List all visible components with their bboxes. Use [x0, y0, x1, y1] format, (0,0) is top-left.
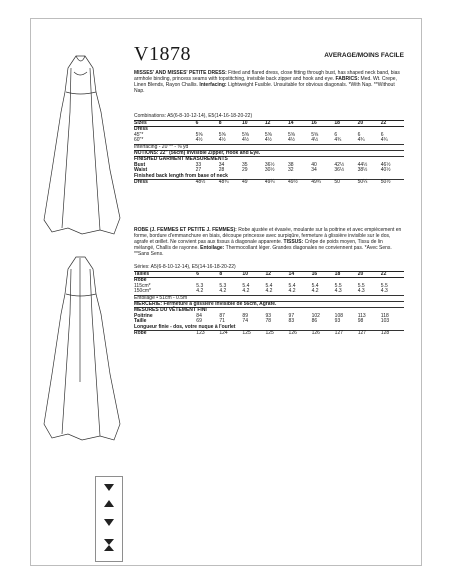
measure-cell: 38 [288, 161, 294, 168]
measure-cell: 108 [334, 312, 344, 319]
yardage-cell: 5.3 [196, 282, 204, 289]
yardage-cell: 4½ [195, 137, 203, 144]
measure-cell: 30½ [264, 167, 275, 174]
description-body: Robe ajustée et évasée, moulante sur la poitrine et avec empiècement en forme, bordure d'emmanchure en biais, découpe princesse avec surpiqûre, fermeture à glissière invisible sur le dos, agrafe et œillet. Ne convient pas aux tissus à diagonale apparente. [134, 227, 402, 245]
footnote: *Avec Sens. **Sans Sens. [134, 245, 392, 257]
yardage-cell: 6 [357, 131, 361, 138]
dress-label: Robe [134, 277, 147, 284]
length-cell: 128 [381, 331, 404, 337]
size-cell: 22 [381, 121, 404, 127]
combinations-fr: Séries: A5(6-8-10-12-14), E5(14-16-18-20-22) [134, 264, 236, 270]
yardage-cell: 5.5 [380, 282, 388, 289]
dress-length-label: Robe [134, 331, 196, 337]
measure-cell: 40 [311, 161, 317, 168]
measure-cell: 36½ [334, 167, 345, 174]
measure-label: Poitrine [134, 312, 153, 319]
length-cell: 127 [335, 331, 358, 337]
yardage-cell: 5.3 [219, 282, 227, 289]
interfacing-label: Entoilage: [200, 245, 225, 251]
hourglass-icon [104, 539, 114, 551]
yardage-cell: 5.5 [357, 282, 365, 289]
measure-cell: 93 [265, 312, 272, 319]
size-cell: 10 [242, 121, 265, 127]
english-description [134, 70, 404, 94]
footnote: *With Nap. **Without Nap. [134, 82, 395, 94]
size-cell: 6 [196, 121, 219, 127]
length-cell: 48½ [196, 180, 219, 186]
pattern-code: V1878 [134, 43, 191, 65]
yardage-cell: 5⅝ [264, 131, 272, 138]
fabrics-text: Med. Wt. Crepe, Linen Blends, Rayon Challis. [134, 76, 397, 88]
french-description [134, 227, 404, 257]
yardage-cell: 4½ [218, 137, 226, 144]
yardage-table-fr [134, 271, 404, 336]
length-cell: 48¾ [219, 180, 242, 186]
yardage-cell: 4½ [288, 137, 295, 144]
measure-cell: 86 [311, 318, 318, 325]
measure-cell: 34 [311, 167, 317, 174]
dress-label: Dress [134, 126, 148, 133]
size-cell: 12 [265, 272, 288, 278]
dress-line-drawings [38, 52, 126, 462]
back-length-label: Longueur finie - dos, votre nuque à l'ourlet [134, 323, 236, 330]
yardage-cell: 6 [334, 131, 338, 138]
measure-cell: 98 [357, 318, 364, 325]
fabric-width-label: 60"* [134, 137, 144, 144]
length-cell: 50¼ [358, 180, 381, 186]
yardage-cell: 4.3 [357, 288, 365, 295]
yardage-cell: 5.4 [288, 282, 296, 289]
measure-cell: 44½ [357, 161, 368, 168]
notions-row: NOTIONS: 22" (56cm) Invisible Zipper, Hook and Eye. [134, 151, 404, 157]
finished-measurements-label: FINISHED GARMENT MEASUREMENTS [134, 157, 404, 163]
fabric-width-label: 150cm* [134, 288, 151, 295]
measure-cell: 71 [219, 318, 225, 325]
size-cell: 20 [358, 121, 381, 127]
triangle-down-icon [104, 519, 114, 526]
yardage-table-en [134, 120, 404, 185]
dress-length-row [134, 331, 404, 337]
fabrics-text: Crêpe de poids moyen, Tissu de lin mélangé, Challis de rayonne. [134, 239, 383, 251]
length-cell: 123 [196, 331, 219, 337]
yardage-cell: 4.2 [219, 288, 227, 295]
yardage-cell: 4.2 [288, 288, 296, 295]
size-cell: 10 [242, 272, 265, 278]
measure-cell: 69 [196, 318, 202, 325]
length-cell: 125 [265, 331, 288, 337]
length-cell: 126 [289, 331, 312, 337]
interfacing-label: Interfacing: [199, 82, 227, 88]
size-cell: 14 [289, 272, 312, 278]
yardage-cell: 4.2 [265, 288, 273, 295]
size-cell: 16 [312, 272, 335, 278]
measure-cell: 38½ [357, 167, 368, 174]
measure-cell: 42½ [334, 161, 345, 168]
length-cell: 49 [242, 180, 265, 186]
yardage-cell: 4¾ [334, 137, 342, 144]
yardage-cell: 5.5 [334, 282, 342, 289]
difficulty-label: AVERAGE/MOINS FACILE [324, 52, 404, 59]
fabrics-label: TISSUS: [283, 239, 304, 245]
interfacing-text: Lightweight Fusible. Unsuitable for obvious diagonals. [227, 82, 348, 88]
sizes-label: Tailles [134, 272, 196, 278]
measure-label: Waist [134, 167, 148, 174]
dress-front-sketch [44, 56, 120, 234]
length-cell: 50½ [381, 180, 404, 186]
measure-label: Bust [134, 161, 146, 168]
combinations-en: Combinations: A5(6-8-10-12-14), E5(14-16-18-20-22) [134, 113, 253, 119]
size-cell: 18 [334, 121, 357, 127]
measure-cell: 118 [380, 312, 389, 319]
measure-cell: 35 [241, 161, 248, 168]
measure-cell: 93 [334, 318, 341, 325]
length-cell: 127 [358, 331, 381, 337]
measure-cell: 87 [219, 312, 225, 319]
size-cell: 18 [335, 272, 358, 278]
measure-cell: 36½ [264, 161, 275, 168]
yardage-cell: 6 [380, 131, 384, 138]
triangle-down-icon [104, 484, 114, 491]
description-title: ROBE (J. FEMMES ET PETITE J. FEMMES): [134, 227, 237, 233]
measure-cell: 40½ [380, 167, 391, 174]
measure-label: Taille [134, 318, 147, 325]
yardage-cell: 4.3 [334, 288, 342, 295]
size-cell: 20 [358, 272, 381, 278]
yardage-cell: 4¾ [357, 137, 365, 144]
description-title: MISSES' AND MISSES' PETITE DRESS: [134, 70, 227, 76]
size-cell: 12 [265, 121, 288, 127]
measure-cell: 28 [218, 167, 225, 174]
measure-cell: 102 [311, 312, 320, 319]
yardage-cell: 4.2 [242, 288, 250, 295]
sizes-label: Sizes [134, 121, 196, 127]
yardage-cell: 5⅝ [241, 131, 249, 138]
yardage-cell: 4½ [241, 137, 249, 144]
interfacing-row: Interfacing - 20"** - ⅜ yd [134, 144, 404, 150]
interfacing-text: Thermocollant léger. Grandes diagonales ne conviennent pas. [225, 245, 364, 251]
yardage-cell: 4½ [264, 137, 272, 144]
yardage-cell: 4¾ [380, 137, 388, 144]
measure-cell: 83 [288, 318, 295, 325]
measure-cell: 84 [196, 312, 202, 319]
measure-cell: 34 [218, 161, 225, 168]
yardage-cell: 5.4 [311, 282, 319, 289]
pattern-symbols-box [95, 476, 123, 562]
triangle-up-icon [104, 500, 114, 507]
dress-length-row [134, 180, 404, 186]
yardage-cell: 4.2 [196, 288, 204, 295]
yardage-cell: 5⅝ [288, 131, 295, 138]
fabric-width-label: 45"* [134, 131, 144, 138]
fabric-width-label: 115cm* [134, 282, 151, 289]
back-length-label: Finished back length from base of neck [134, 172, 228, 179]
measure-cell: 29 [241, 167, 248, 174]
length-cell: 125 [242, 331, 265, 337]
measure-cell: 113 [357, 312, 366, 319]
measure-cell: 97 [288, 312, 295, 319]
size-cell: 8 [219, 121, 242, 127]
description-body: Fitted and flared dress, close fitting through bust, has shaped neck band, bias armhole binding, princess seams with topstitching, invisible back zipper and hook and eye. [134, 70, 400, 82]
yardage-cell: 5⅝ [311, 131, 319, 138]
measure-cell: 46½ [380, 161, 391, 168]
measure-cell: 89 [242, 312, 248, 319]
yardage-cell: 4.3 [380, 288, 388, 295]
interfacing-row: Entoilage • 51cm - 0.5m [134, 295, 404, 301]
yardage-cell: 5⅝ [218, 131, 226, 138]
yardage-cell: 5.4 [265, 282, 273, 289]
size-cell: 6 [196, 272, 219, 278]
measure-cell: 103 [380, 318, 390, 325]
length-cell: 126 [312, 331, 335, 337]
yardage-cell: 5.4 [242, 282, 250, 289]
length-cell: 124 [219, 331, 242, 337]
size-cell: 14 [288, 121, 311, 127]
length-cell: 49½ [288, 180, 311, 186]
length-cell: 49¾ [311, 180, 334, 186]
measure-cell: 78 [265, 318, 272, 325]
size-cell: 8 [219, 272, 242, 278]
size-cell: 16 [311, 121, 334, 127]
measure-cell: 74 [242, 318, 248, 325]
notions-row: MERCERIE: Fermeture à glissière invisible de 56cm, Agrafe. [134, 302, 404, 308]
dress-back-sketch [44, 257, 120, 440]
measure-cell: 33 [195, 161, 202, 168]
length-cell: 49¼ [265, 180, 288, 186]
dress-length-label: Dress [134, 180, 196, 186]
size-cell: 22 [381, 272, 404, 278]
yardage-cell: 4½ [311, 137, 319, 144]
length-cell: 50 [334, 180, 357, 186]
yardage-cell: 4.2 [311, 288, 319, 295]
measure-cell: 32 [288, 167, 294, 174]
measure-cell: 27 [195, 167, 202, 174]
finished-measurements-label: MESURES DU VÊTEMENT FINI [134, 308, 404, 314]
yardage-cell: 5⅝ [195, 131, 203, 138]
fabrics-label: FABRICS: [335, 76, 360, 82]
